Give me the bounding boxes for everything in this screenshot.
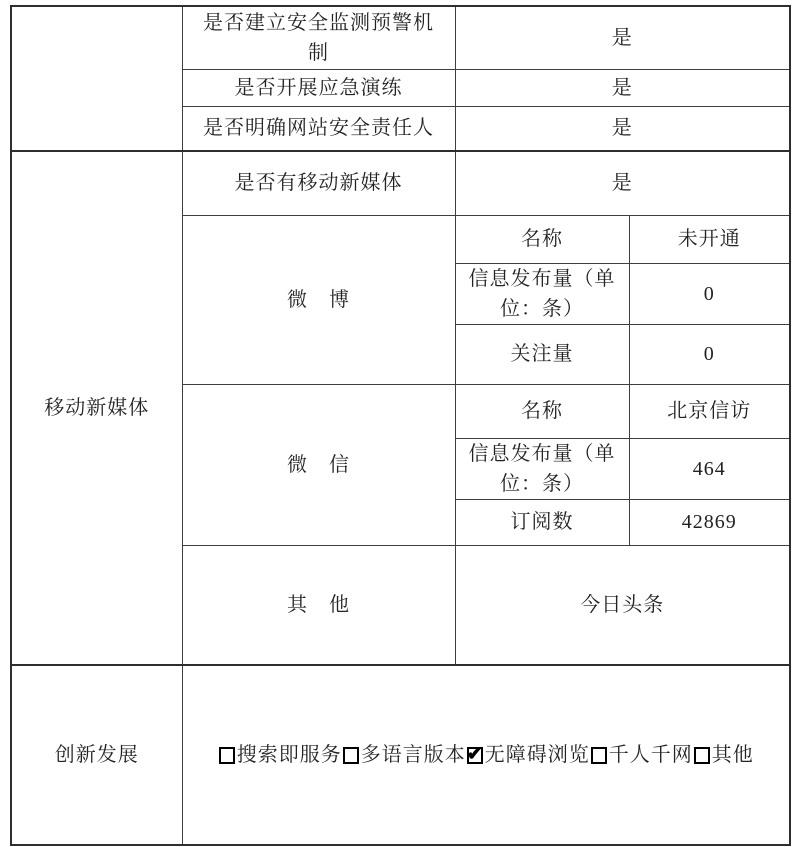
mobile-media-group-label: 移动新媒体: [11, 151, 182, 665]
wechat-group-cell: 微 信: [182, 384, 455, 545]
other-media-label: 其 他: [182, 545, 455, 665]
checkbox-icon[interactable]: [219, 747, 235, 764]
innovation-options-cell: [182, 665, 790, 845]
wechat-posts-label: 信息发布量（单位：条）: [455, 438, 629, 499]
weibo-name-label: 名称: [455, 215, 629, 263]
wechat-name-value: 北京信访: [629, 384, 790, 438]
security-officer-label: 是否明确网站安全责任人: [182, 106, 455, 151]
wechat-subscribers-label: 订阅数: [455, 499, 629, 545]
weibo-followers-value: 0: [629, 324, 790, 384]
empty-section-cell: [11, 6, 182, 151]
table-row: [11, 665, 790, 845]
has-mobile-media-value: 是: [455, 151, 790, 215]
checkbox-label: 千人千网: [608, 744, 693, 766]
checkbox-icon[interactable]: [467, 747, 483, 764]
security-monitoring-value: 是: [455, 6, 790, 69]
annual-report-table: [10, 5, 791, 846]
checkbox-item-personalized[interactable]: [590, 740, 693, 770]
wechat-name-label: 名称: [455, 384, 629, 438]
weibo-posts-value: 0: [629, 263, 790, 324]
checkbox-label: 其他: [711, 744, 754, 766]
checkbox-item-accessibility[interactable]: [466, 740, 590, 770]
innovation-group-label: 创新发展: [11, 665, 182, 845]
emergency-drill-label: 是否开展应急演练: [182, 69, 455, 106]
security-monitoring-label: 是否建立安全监测预警机制: [182, 6, 455, 69]
has-mobile-media-label: 是否有移动新媒体: [182, 151, 455, 215]
checkbox-label: 多语言版本: [360, 744, 466, 766]
weibo-posts-label: 信息发布量（单位：条）: [455, 263, 629, 324]
wechat-subscribers-value: 42869: [629, 499, 790, 545]
innovation-checkbox-line: [183, 740, 790, 770]
table-row: [11, 6, 790, 69]
checkbox-icon[interactable]: [591, 747, 607, 764]
security-officer-value: 是: [455, 106, 790, 151]
checkbox-item-other[interactable]: [693, 740, 754, 770]
table-row: [11, 151, 790, 215]
weibo-name-value: 未开通: [629, 215, 790, 263]
wechat-posts-value: 464: [629, 438, 790, 499]
checkbox-label: 无障碍浏览: [484, 744, 590, 766]
weibo-group-cell: 微 博: [182, 215, 455, 384]
other-media-value: 今日头条: [455, 545, 790, 665]
weibo-followers-label: 关注量: [455, 324, 629, 384]
checkbox-icon[interactable]: [343, 747, 359, 764]
checkbox-label: 搜索即服务: [236, 744, 342, 766]
checkbox-item-multilingual[interactable]: [342, 740, 466, 770]
checkbox-item-search-as-service[interactable]: [218, 740, 342, 770]
checkbox-icon[interactable]: [694, 747, 710, 764]
emergency-drill-value: 是: [455, 69, 790, 106]
